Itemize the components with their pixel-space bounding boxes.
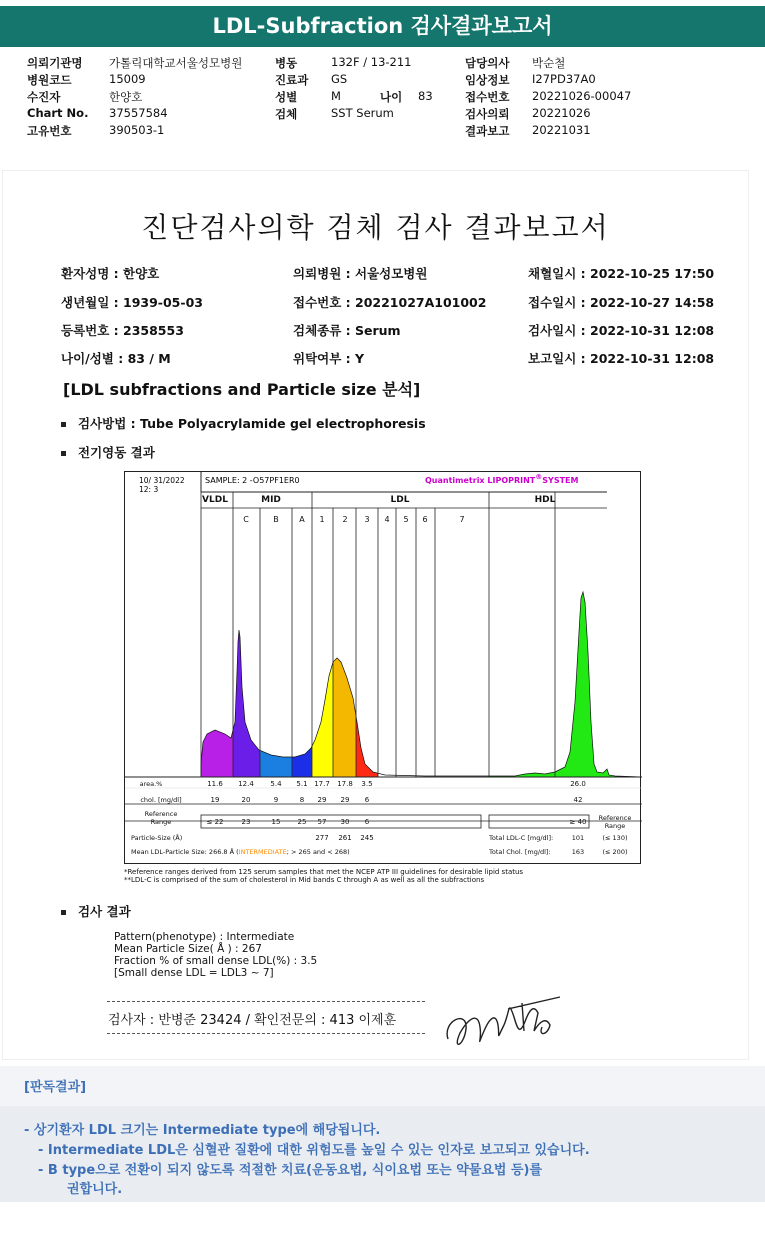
mean-particle-size: Mean Particle Size( Å ) : 267 bbox=[114, 943, 262, 955]
test-time: 검사일시 : 2022-10-31 12:08 bbox=[528, 323, 715, 338]
small-dense-fraction: Fraction % of small dense LDL(%) : 3.5 bbox=[114, 955, 318, 967]
band-label-A: A bbox=[299, 515, 305, 524]
value: 한양호 bbox=[109, 90, 143, 104]
mid-a-fill bbox=[292, 512, 312, 777]
small-dense-definition: [Small dense LDL = LDL3 ~ 7] bbox=[114, 967, 274, 979]
order-info bbox=[27, 55, 757, 140]
patient-name: 환자성명 : 한양호 bbox=[61, 266, 160, 281]
chart-time: 12: 3 bbox=[139, 485, 159, 494]
divider bbox=[107, 1001, 425, 1002]
label: 임상정보 bbox=[465, 73, 510, 87]
report-card bbox=[2, 170, 749, 1060]
label: 성별 bbox=[275, 90, 298, 104]
band-label-7: 7 bbox=[459, 515, 465, 524]
area-value: 5.1 bbox=[296, 780, 308, 788]
band-label-5: 5 bbox=[403, 515, 409, 524]
accession-number: 접수번호 : 20221027A101002 bbox=[293, 295, 487, 310]
label: 고유번호 bbox=[27, 124, 72, 138]
total-ldl-ref: (≤ 130) bbox=[602, 834, 628, 842]
ref-value: 6 bbox=[364, 818, 370, 826]
label: 담당의사 bbox=[465, 56, 510, 70]
judgement-line: - 상기환자 LDL 크기는 Intermediate type에 해당됩니다. bbox=[24, 1123, 381, 1138]
judgement-body bbox=[0, 1106, 765, 1202]
area-value: 11.6 bbox=[207, 780, 223, 788]
electrophoresis-bullet bbox=[61, 443, 155, 461]
total-chol-value: 163 bbox=[571, 848, 585, 856]
hdl-fill bbox=[489, 512, 642, 777]
age-sex: 나이/성별 : 83 / M bbox=[61, 351, 171, 366]
label: 접수번호 bbox=[465, 90, 510, 104]
signer-line: 검사자 : 반병준 23424 / 확인전문의 : 413 이제훈 bbox=[108, 1013, 397, 1028]
value: M bbox=[331, 89, 341, 103]
area-value: 17.8 bbox=[337, 780, 353, 788]
judgement-line: - B type으로 전환이 되지 않도록 적절한 치료(운동요법, 식이요법 또는 약물요법 등)를 bbox=[38, 1163, 543, 1178]
value: 20221031 bbox=[532, 123, 591, 137]
lipoprint-svg bbox=[125, 472, 642, 865]
value: 15009 bbox=[109, 72, 146, 86]
value: 390503-1 bbox=[109, 123, 165, 137]
ref-value: ≤ 22 bbox=[206, 818, 224, 826]
group-label-ldl: LDL bbox=[390, 495, 410, 505]
divider bbox=[107, 1033, 425, 1034]
mid-c-fill bbox=[233, 512, 260, 777]
judgement-title: [판독결과] bbox=[0, 1066, 765, 1106]
sample-id: SAMPLE: 2 -O57PF1ER0 bbox=[205, 476, 300, 485]
ref-right-label: Range bbox=[604, 822, 626, 830]
chol-value: 19 bbox=[210, 796, 220, 804]
label: 병원코드 bbox=[27, 73, 72, 87]
area-value-hdl: 26.0 bbox=[570, 780, 586, 788]
ldl-1-fill bbox=[312, 512, 333, 777]
vldl-fill bbox=[201, 512, 233, 777]
area-value: 17.7 bbox=[314, 780, 330, 788]
birth-date: 생년월일 : 1939-05-03 bbox=[61, 295, 203, 310]
receipt-time: 접수일시 : 2022-10-27 14:58 bbox=[528, 295, 715, 310]
particle-label: Particle-Size (Å) bbox=[131, 834, 183, 842]
particle-value: 245 bbox=[360, 834, 374, 842]
ldl-2-fill bbox=[333, 512, 356, 777]
value: 20221026 bbox=[532, 106, 591, 120]
lipoprint-chart bbox=[124, 471, 641, 864]
total-ldl-value: 101 bbox=[571, 834, 585, 842]
label: 진료과 bbox=[275, 73, 309, 87]
chol-row-label: chol. [mg/dl] bbox=[140, 796, 182, 804]
report-title: 진단검사의학 검체 검사 결과보고서 bbox=[141, 211, 610, 244]
judgement-line: - Intermediate LDL은 심혈관 질환에 대한 위험도를 높일 수 있는 인자로 보고되고 있습니다. bbox=[38, 1143, 590, 1158]
chol-value: 29 bbox=[317, 796, 327, 804]
data-table bbox=[131, 780, 631, 856]
value: GS bbox=[331, 72, 348, 86]
value: 20221026-00047 bbox=[532, 89, 632, 103]
label: Chart No. bbox=[27, 106, 89, 120]
electrophoresis-label: 전기영동 결과 bbox=[78, 445, 155, 460]
ref-value-hdl: ≥ 40 bbox=[569, 818, 587, 826]
value: 132F / 13-211 bbox=[331, 55, 412, 69]
value: 37557584 bbox=[109, 106, 168, 120]
result-bullet bbox=[61, 902, 131, 920]
signature bbox=[438, 991, 568, 1056]
collection-time: 채혈일시 : 2022-10-25 17:50 bbox=[528, 266, 715, 281]
footnotes bbox=[124, 868, 523, 884]
footnote-2: **LDL-C is comprised of the sum of cholesterol in Mid bands C through A as well as all the subfractions bbox=[124, 876, 485, 884]
chol-value: 8 bbox=[299, 796, 305, 804]
group-label-vldl: VLDL bbox=[202, 495, 228, 505]
chol-value: 20 bbox=[241, 796, 251, 804]
consignment: 위탁여부 : Y bbox=[293, 351, 365, 366]
ref-value: 30 bbox=[340, 818, 350, 826]
registration-number: 등록번호 : 2358553 bbox=[61, 323, 184, 338]
result-block bbox=[114, 931, 317, 979]
ref-value: 57 bbox=[317, 818, 327, 826]
band-label-2: 2 bbox=[342, 515, 348, 524]
value: 가톨릭대학교서울성모병원 bbox=[109, 56, 243, 70]
value: SST Serum bbox=[331, 106, 394, 120]
value: 83 bbox=[418, 89, 433, 103]
particle-value: 277 bbox=[315, 834, 329, 842]
band-label-C: C bbox=[243, 515, 249, 524]
ref-right-label: Reference bbox=[598, 814, 632, 822]
band-label-4: 4 bbox=[384, 515, 390, 524]
judgement-line: 권합니다. bbox=[67, 1182, 123, 1197]
chol-value: 6 bbox=[364, 796, 370, 804]
band-label-6: 6 bbox=[422, 515, 428, 524]
ldl-4-7-fill bbox=[378, 512, 489, 777]
label: 나이 bbox=[380, 90, 403, 104]
area-value: 5.4 bbox=[270, 780, 282, 788]
total-ldl-label: Total LDL-C [mg/dl]: bbox=[489, 834, 554, 842]
value: 박순철 bbox=[532, 56, 566, 70]
phenotype: Pattern(phenotype) : Intermediate bbox=[114, 931, 295, 943]
ref-value: 15 bbox=[271, 818, 281, 826]
result-label: 검사 결과 bbox=[78, 904, 131, 919]
chol-value-hdl: 42 bbox=[573, 796, 583, 804]
label: 병동 bbox=[275, 56, 298, 70]
group-label-hdl: HDL bbox=[534, 495, 556, 505]
label: 검사의뢰 bbox=[465, 107, 510, 121]
total-chol-label: Total Chol. [mg/dl]: bbox=[489, 848, 551, 856]
report-time: 보고일시 : 2022-10-31 12:08 bbox=[528, 351, 715, 366]
ref-row-label: Range bbox=[150, 818, 172, 826]
label: 검체 bbox=[275, 107, 298, 121]
label: 결과보고 bbox=[465, 124, 510, 138]
ref-value: 25 bbox=[297, 818, 307, 826]
referring-hospital: 의뢰병원 : 서울성모병원 bbox=[293, 266, 428, 281]
brand-name: Quantimetrix LIPOPRINT®SYSTEM bbox=[425, 473, 579, 485]
mean-size: Mean LDL-Particle Size: 266.8 Å (INTERMEDIATE; > 265 and < 268) bbox=[131, 848, 350, 856]
method-bullet bbox=[61, 414, 426, 432]
band-label-B: B bbox=[273, 515, 279, 524]
report-header: LDL-Subfraction 검사결과보고서 bbox=[0, 6, 765, 47]
group-label-mid: MID bbox=[261, 495, 281, 505]
mid-b-fill bbox=[260, 512, 292, 777]
section-title: [LDL subfractions and Particle size 분석] bbox=[63, 380, 421, 399]
area-value: 3.5 bbox=[361, 780, 373, 788]
area-value: 12.4 bbox=[238, 780, 254, 788]
label: 의뢰기관명 bbox=[27, 56, 83, 70]
chol-value: 29 bbox=[340, 796, 350, 804]
area-row-label: area.% bbox=[139, 780, 163, 788]
chart-date: 10/ 31/2022 bbox=[139, 476, 185, 485]
value: I27PD37A0 bbox=[532, 72, 596, 86]
ref-value: 23 bbox=[241, 818, 251, 826]
band-label-3: 3 bbox=[364, 515, 370, 524]
total-chol-ref: (≤ 200) bbox=[602, 848, 628, 856]
ref-row-label: Reference bbox=[144, 810, 178, 818]
label: 수진자 bbox=[27, 90, 61, 104]
particle-value: 261 bbox=[338, 834, 352, 842]
footnote-1: *Reference ranges derived from 125 serum samples that met the NCEP ATP III guidelines for desirable lipid status bbox=[124, 868, 524, 876]
chol-value: 9 bbox=[273, 796, 279, 804]
band-label-1: 1 bbox=[319, 515, 325, 524]
method-text: 검사방법 : Tube Polyacrylamide gel electrophoresis bbox=[78, 416, 426, 431]
specimen-type: 검체종류 : Serum bbox=[293, 323, 401, 338]
plot-area bbox=[201, 492, 642, 777]
